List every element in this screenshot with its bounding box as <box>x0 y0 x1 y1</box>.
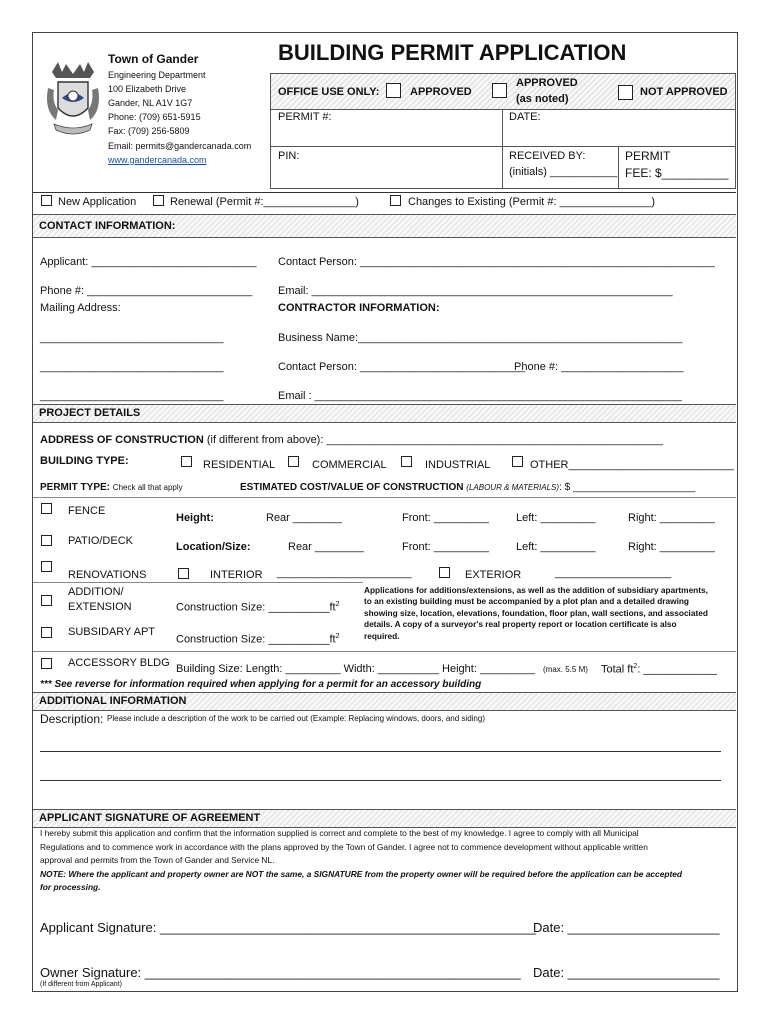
fence-right-field[interactable]: Right: _________ <box>628 512 715 524</box>
phone-number: Phone: (709) 651-5915 <box>108 112 201 122</box>
building-type-label: BUILDING TYPE: <box>40 455 129 467</box>
fence-rear-field[interactable]: Rear ________ <box>266 512 342 524</box>
addition-label-2: EXTENSION <box>68 601 132 613</box>
description-line-1[interactable] <box>40 751 721 752</box>
new-application-checkbox[interactable] <box>41 195 52 206</box>
changes-existing-label[interactable]: Changes to Existing (Permit #: _______________) <box>408 196 656 208</box>
contractor-email-field[interactable]: Email : ____________________________________________________________ <box>278 390 682 402</box>
residential-label: RESIDENTIAL <box>203 459 276 471</box>
description-hint: Please include a description of the work to be carried out (Example: Replacing windows, doors, and siding) <box>107 714 485 723</box>
address-line-2: Gander, NL A1V 1G7 <box>108 98 193 108</box>
permit-type-label: PERMIT TYPE: Check all that apply <box>40 482 183 493</box>
email-address: Email: permits@gandercanada.com <box>108 141 252 151</box>
addition-checkbox[interactable] <box>41 595 52 606</box>
deck-right-field[interactable]: Right: _________ <box>628 541 715 553</box>
project-section-header: PROJECT DETAILS <box>33 404 736 423</box>
business-name-field[interactable]: Business Name:_____________________________________________________ <box>278 332 683 344</box>
accessory-bldg-label: ACCESSORY BLDG <box>68 657 170 669</box>
mailing-address-line-1[interactable]: ______________________________ <box>40 332 224 344</box>
not-approved-label: NOT APPROVED <box>640 86 728 98</box>
approved-noted-checkbox[interactable] <box>492 83 507 98</box>
fence-front-field[interactable]: Front: _________ <box>402 512 489 524</box>
department: Engineering Department <box>108 70 206 80</box>
mailing-address-label: Mailing Address: <box>40 302 121 314</box>
addition-label-1: ADDITION/ <box>68 586 124 598</box>
contact-person-field[interactable]: Contact Person: __________________________________________________________ <box>278 256 715 268</box>
website-link[interactable]: www.gandercanada.com <box>108 155 207 165</box>
applicant-date-field[interactable]: Date: _____________________ <box>533 920 720 935</box>
approved-checkbox[interactable] <box>386 83 401 98</box>
description-line-2[interactable] <box>40 780 721 781</box>
permit-fee-label: PERMIT <box>625 149 671 163</box>
deck-rear-field[interactable]: Rear ________ <box>288 541 364 553</box>
commercial-label: COMMERCIAL <box>312 459 387 471</box>
fence-label: FENCE <box>68 505 106 517</box>
interior-description-field[interactable]: ______________________ <box>277 567 412 579</box>
page-title: BUILDING PERMIT APPLICATION <box>278 40 627 65</box>
applicant-signature-field[interactable]: Applicant Signature: ____________________________________________________ <box>40 920 536 935</box>
renewal-checkbox[interactable] <box>153 195 164 206</box>
mailing-address-line-3[interactable]: ______________________________ <box>40 390 224 402</box>
mailing-address-line-2[interactable]: ______________________________ <box>40 361 224 373</box>
deck-front-field[interactable]: Front: _________ <box>402 541 489 553</box>
patio-deck-label: PATIO/DECK <box>68 535 133 547</box>
agreement-text: I hereby submit this application and confirm that the information supplied is correct and complete to the best of my knowledge. I agree to comply with all Municipal Regulations and to commence work in accordance with the plans approved by the Town of Gander. I agree not to commence development without applicable written approval and permits from the Town of Gander and Service NL. NOTE: Where the applicant and property owner are NOT the same, a SIGNATURE from the property owner will be required before the application can be accepted for processing. <box>40 828 683 892</box>
contact-email-field[interactable]: Email: ___________________________________________________________ <box>278 285 673 297</box>
contractor-contact-field[interactable]: Contact Person: ___________________________ <box>278 361 526 373</box>
date-field[interactable]: DATE: <box>509 111 541 123</box>
addition-requirements-note: Applications for additions/extensions, as well as the addition of subsidiary apartments, to an existing building must be accompanied by a plot plan and a detailed drawing showing size, location, elevations, foundation, floor plan, wall sections, and associated details. A copy of a surveyor's real property report or location certificate is also required. <box>364 585 708 641</box>
org-name: Town of Gander <box>108 52 199 66</box>
received-by-label: RECEIVED BY: <box>509 150 586 162</box>
see-reverse-note: *** See reverse for information required when applying for a permit for an accessory building <box>40 679 482 690</box>
new-application-label: New Application <box>58 196 137 208</box>
signature-section-header: APPLICANT SIGNATURE OF AGREEMENT <box>33 809 736 828</box>
contact-section-header: CONTACT INFORMATION: <box>33 214 736 238</box>
approved-noted-sub: (as noted) <box>516 93 569 105</box>
permit-fee-field[interactable]: FEE: $__________ <box>625 166 729 180</box>
address-line-1: 100 Elizabeth Drive <box>108 84 187 94</box>
approved-label: APPROVED <box>410 86 472 98</box>
industrial-checkbox[interactable] <box>401 456 412 467</box>
industrial-label: INDUSTRIAL <box>425 459 491 471</box>
interior-label: INTERIOR <box>210 569 263 581</box>
contractor-info-heading: CONTRACTOR INFORMATION: <box>278 302 440 314</box>
interior-checkbox[interactable] <box>178 568 189 579</box>
additional-section-header: ADDITIONAL INFORMATION <box>33 692 736 711</box>
received-by-initials[interactable]: (initials) ___________ <box>509 166 618 178</box>
office-use-label: OFFICE USE ONLY: <box>278 86 380 98</box>
office-use-table <box>270 73 736 189</box>
commercial-checkbox[interactable] <box>288 456 299 467</box>
addition-size-field[interactable]: Construction Size: $\_\_\_\_\_\_\_\_\_\_ft^2$ <box>176 601 340 614</box>
other-checkbox[interactable] <box>512 456 523 467</box>
owner-signature-note: (If different from Applicant) <box>40 981 122 988</box>
exterior-checkbox[interactable] <box>439 567 450 578</box>
subsidiary-size-field[interactable]: Construction Size: $\_\_\_\_\_\_\_\_\_\_ft^2$ <box>176 633 340 646</box>
exterior-label: EXTERIOR <box>465 569 522 581</box>
other-field[interactable]: OTHER___________________________ <box>530 459 734 471</box>
renovations-label: RENOVATIONS <box>68 569 147 581</box>
renewal-label[interactable]: Renewal (Permit #:_______________) <box>170 196 359 208</box>
residential-checkbox[interactable] <box>181 456 192 467</box>
changes-existing-checkbox[interactable] <box>390 195 401 206</box>
location-size-label: Location/Size: <box>176 541 251 553</box>
applicant-phone-field[interactable]: Phone #: ___________________________ <box>40 285 253 297</box>
exterior-description-field[interactable]: ___________________ <box>555 567 672 579</box>
fax-number: Fax: (709) 256-5809 <box>108 126 190 136</box>
estimated-cost-field[interactable]: ESTIMATED COST/VALUE OF CONSTRUCTION (LABOUR & MATERIALS): $ ______________________ <box>240 482 696 493</box>
patio-deck-checkbox[interactable] <box>41 535 52 546</box>
total-sqft-field[interactable]: Total $ft^2$: ____________ <box>601 663 717 676</box>
approved-noted-label: APPROVED <box>516 77 578 89</box>
subsidiary-apt-label: SUBSIDARY APT <box>68 626 156 638</box>
town-crest-icon <box>44 58 102 148</box>
construction-address-field[interactable]: ADDRESS OF CONSTRUCTION (if different from above): _______________________________________________________ <box>40 434 663 446</box>
contractor-phone-field[interactable]: Phone #: ____________________ <box>514 361 684 373</box>
deck-left-field[interactable]: Left: _________ <box>516 541 596 553</box>
max-height-note: (max. 5.5 M) <box>543 665 588 674</box>
pin-field[interactable]: PIN: <box>278 150 300 162</box>
description-label: Description: <box>40 712 104 726</box>
fence-checkbox[interactable] <box>41 503 52 514</box>
applicant-field[interactable]: Applicant: ___________________________ <box>40 256 257 268</box>
accessory-bldg-checkbox[interactable] <box>41 658 52 669</box>
owner-signature-field[interactable]: Owner Signature: ____________________________________________________ <box>40 965 521 980</box>
owner-date-field[interactable]: Date: _____________________ <box>533 965 720 980</box>
permit-number-field[interactable]: PERMIT #: <box>278 111 332 123</box>
height-label: Height: <box>176 512 214 524</box>
renovations-checkbox[interactable] <box>41 561 52 572</box>
not-approved-checkbox[interactable] <box>618 85 633 100</box>
subsidiary-apt-checkbox[interactable] <box>41 627 52 638</box>
building-size-field[interactable]: Building Size: Length: _________ Width: __________ Height: _________ <box>176 663 536 675</box>
fence-left-field[interactable]: Left: _________ <box>516 512 596 524</box>
